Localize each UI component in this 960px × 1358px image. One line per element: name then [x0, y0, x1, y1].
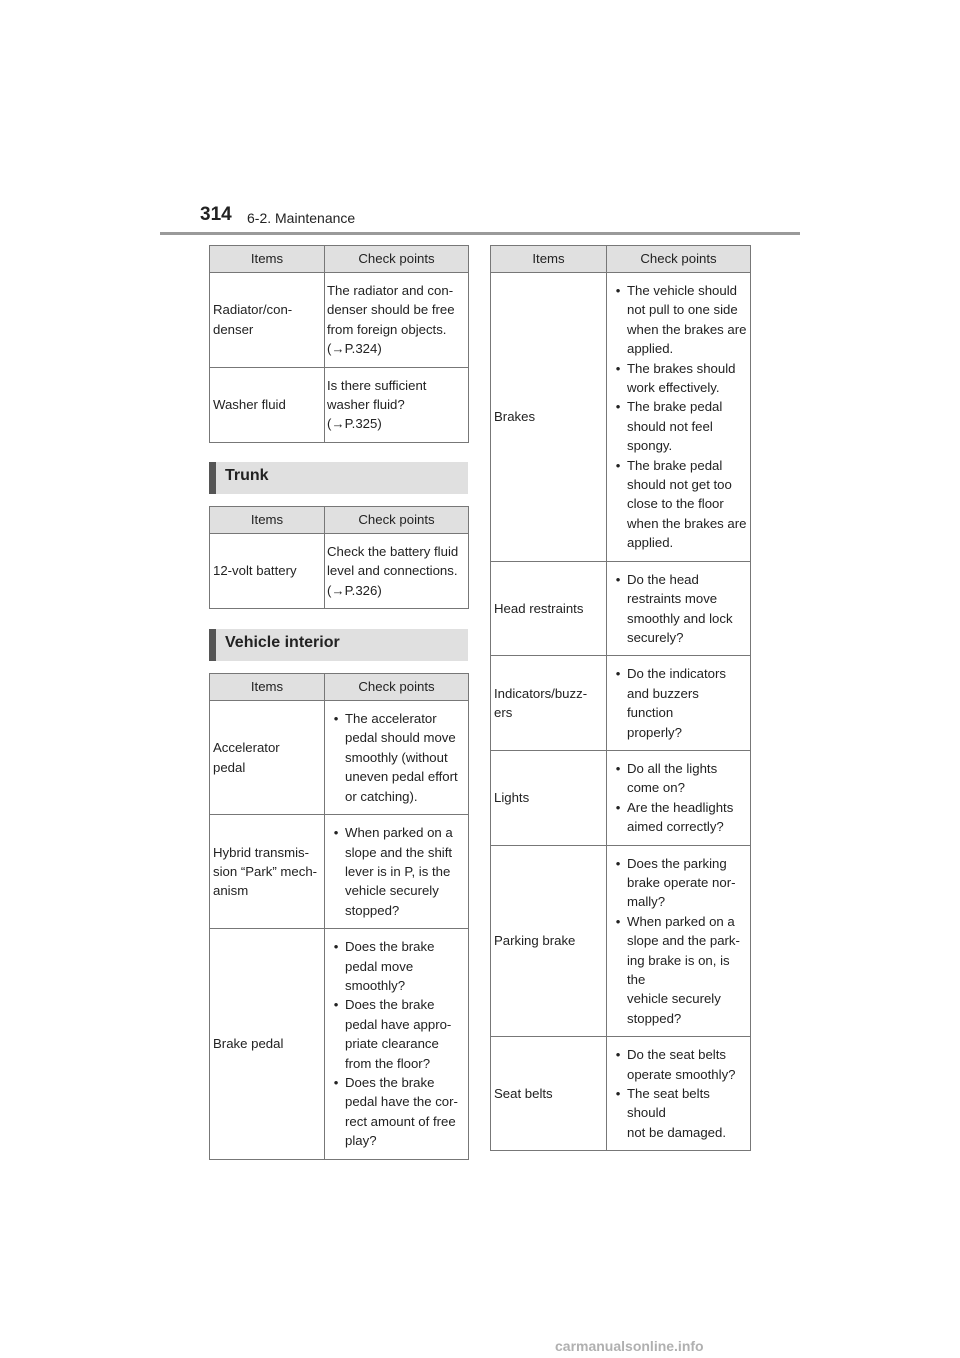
check-table-right [490, 245, 751, 1151]
item-label: Radiator/con- denser [213, 302, 293, 337]
check-cell [607, 1037, 751, 1151]
table-row [210, 273, 469, 368]
bullet-text: The seat belts should not be damaged. [627, 1086, 726, 1140]
column-header-check-points: Check points [325, 506, 469, 533]
bullet-text: Are the headlights aimed correctly? [627, 799, 734, 835]
bullet-icon: • [615, 1047, 621, 1063]
table-row [491, 561, 751, 656]
item-cell [210, 273, 325, 368]
page-number: 314 [200, 204, 232, 225]
table-row [210, 533, 469, 608]
bullet-icon: • [615, 855, 621, 871]
check-bullet [609, 854, 747, 912]
check-bullet [609, 456, 747, 553]
check-cell [325, 367, 469, 442]
check-cell [607, 656, 751, 751]
interior-table [209, 673, 469, 1160]
bullet-text: Does the brake pedal have the cor- rect amount of free play? [345, 1074, 458, 1149]
item-cell [491, 750, 607, 845]
bullet-icon: • [615, 571, 621, 587]
section-heading-label: Trunk [225, 466, 269, 484]
item-cell [491, 656, 607, 751]
bullet-icon: • [615, 666, 621, 682]
footer-watermark: carmanualsonline.info [555, 1338, 704, 1354]
item-label: Parking brake [494, 933, 576, 949]
item-cell [491, 561, 607, 656]
table-row [210, 815, 469, 929]
bullet-text: Do all the lights come on? [627, 760, 718, 796]
trunk-table [209, 506, 469, 609]
section-heading-trunk [209, 462, 468, 494]
item-label: Lights [494, 790, 530, 806]
item-cell [491, 273, 607, 562]
bullet-text: Does the parking brake operate nor- mally? [627, 855, 736, 910]
left-column [209, 245, 468, 1160]
check-bullet [609, 1084, 747, 1142]
check-bullet [327, 995, 465, 1073]
bullet-text: Do the seat belts operate smoothly? [627, 1047, 736, 1082]
table-row [210, 367, 469, 442]
bullet-text: The brake pedal should not feel spongy. [627, 399, 723, 454]
check-bullet [327, 1073, 465, 1151]
bullet-text: Do the indicators and buzzers function properly? [627, 666, 726, 740]
check-cell [325, 929, 469, 1159]
item-cell [491, 1037, 607, 1151]
check-cell [325, 701, 469, 815]
item-label: Accelerator pedal [213, 740, 280, 775]
bullet-text: The brake pedal should not get too close to the floor when the brakes are applied. [627, 457, 747, 551]
check-bullet [609, 570, 747, 648]
bullet-icon: • [615, 283, 621, 298]
bullet-text: The vehicle should not pull to one side when the brakes are applied. [627, 283, 747, 357]
item-label: 12-volt battery [213, 563, 297, 579]
check-bullet [609, 1045, 747, 1084]
check-bullet [327, 709, 465, 806]
check-cell [607, 561, 751, 656]
header-rule [160, 232, 800, 235]
column-header-items: Items [491, 246, 607, 273]
check-bullet [327, 937, 465, 995]
item-label: Indicators/buzz- ers [494, 685, 588, 721]
bullet-icon: • [615, 457, 621, 473]
check-text: The radiator and con- denser should be free from foreign objects. (→P.324) [327, 283, 455, 357]
check-cell [607, 845, 751, 1037]
item-label: Brakes [494, 409, 536, 425]
check-cell [607, 273, 751, 562]
item-cell [210, 701, 325, 815]
column-header-items: Items [210, 674, 325, 701]
bullet-icon: • [615, 360, 621, 376]
item-cell [210, 367, 325, 442]
check-bullet [609, 281, 747, 359]
bullet-icon: • [615, 1086, 621, 1102]
engine-table [209, 245, 469, 443]
section-title: 6-2. Maintenance [247, 210, 356, 226]
item-label: Brake pedal [213, 1036, 284, 1052]
check-text: Is there sufficient washer fluid? (→P.325) [327, 377, 427, 432]
bullet-icon: • [615, 399, 621, 415]
item-label: Seat belts [494, 1086, 553, 1102]
bullet-icon: • [333, 825, 339, 841]
section-heading-label: Vehicle interior [225, 634, 340, 652]
column-header-check-points: Check points [607, 246, 751, 273]
bullet-text: Does the brake pedal move smoothly? [345, 939, 435, 993]
check-cell [325, 815, 469, 929]
table-row [491, 750, 751, 845]
column-header-items: Items [210, 506, 325, 533]
check-cell [607, 750, 751, 845]
check-bullet [609, 397, 747, 455]
section-heading-vehicle-interior [209, 629, 468, 661]
table-header-row [210, 506, 469, 533]
check-cell [325, 273, 469, 368]
bullet-icon: • [333, 997, 339, 1013]
table-row [491, 656, 751, 751]
table-row [210, 929, 469, 1159]
check-bullet [609, 359, 747, 398]
column-header-items: Items [210, 246, 325, 273]
bullet-icon: • [333, 939, 339, 955]
bullet-text: Does the brake pedal have appro- priate clearance from the floor? [345, 997, 452, 1071]
check-cell [325, 533, 469, 608]
bullet-text: When parked on a slope and the shift lever is in P, is the vehicle securely stopped? [345, 825, 453, 918]
bullet-icon: • [615, 799, 621, 815]
bullet-text: When parked on a slope and the park- ing brake is on, is the vehicle securely stopped? [627, 913, 740, 1026]
table-row [210, 701, 469, 815]
table-header-row [210, 674, 469, 701]
item-cell [210, 533, 325, 608]
item-cell [491, 845, 607, 1037]
item-label: Hybrid transmis- sion “Park” mech- anism [213, 844, 318, 899]
item-cell [210, 815, 325, 929]
bullet-icon: • [333, 711, 339, 727]
table-header-row [491, 246, 751, 273]
item-label: Washer fluid [213, 397, 286, 413]
column-header-check-points: Check points [325, 246, 469, 273]
page-header [160, 200, 800, 236]
bullet-icon: • [333, 1074, 339, 1090]
table-row [491, 273, 751, 562]
bullet-icon: • [615, 760, 621, 776]
check-bullet [609, 759, 747, 798]
bullet-text: The brakes should work effectively. [627, 360, 736, 396]
check-bullet [609, 664, 747, 742]
check-bullet [609, 912, 747, 1028]
table-header-row [210, 246, 469, 273]
right-column [490, 245, 750, 1151]
bullet-icon: • [615, 913, 621, 929]
bullet-text: Do the head restraints move smoothly and lock securely? [627, 571, 733, 645]
item-label: Head restraints [494, 600, 584, 616]
check-text: Check the battery fluid level and connections. (→P.326) [327, 543, 459, 598]
column-header-check-points: Check points [325, 674, 469, 701]
check-bullet [327, 823, 465, 920]
check-bullet [609, 798, 747, 837]
item-cell [210, 929, 325, 1159]
table-row [491, 1037, 751, 1151]
bullet-text: The accelerator pedal should move smoothly (without uneven pedal effort or catching). [345, 711, 458, 804]
table-row [491, 845, 751, 1037]
